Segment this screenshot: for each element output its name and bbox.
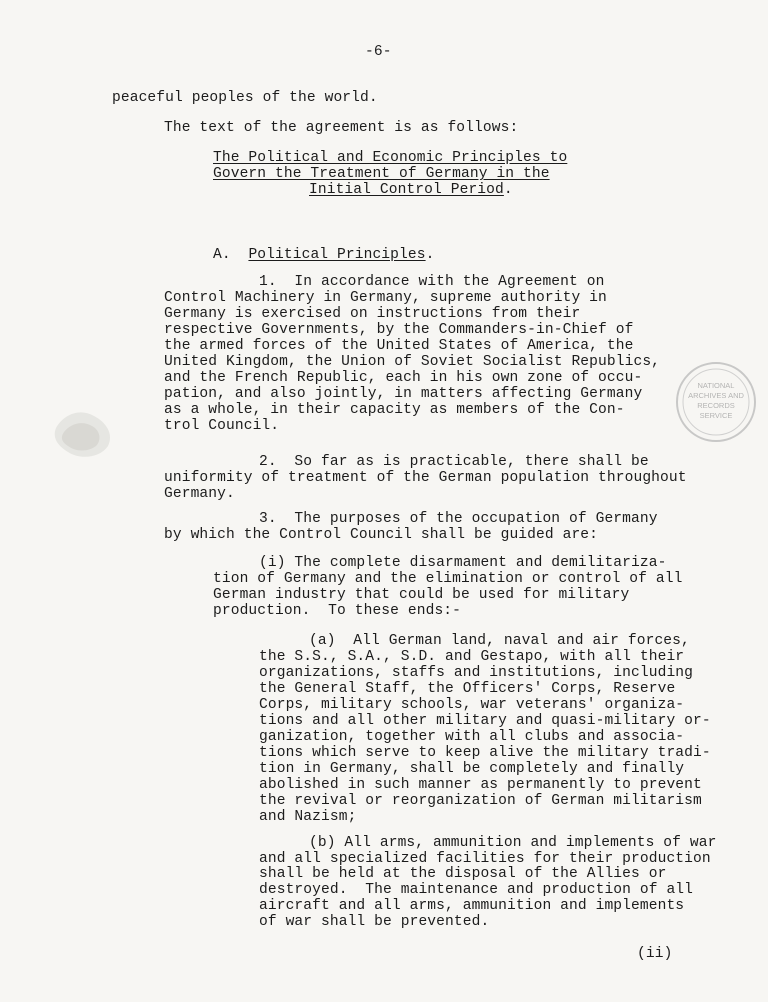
- text-line: tions which serve to keep alive the military tradi-: [259, 745, 711, 761]
- text-line: abolished in such manner as permanently to prevent: [259, 777, 702, 793]
- seal-line: SERVICE: [699, 411, 733, 420]
- text-line: (a) All German land, naval and air forces,: [309, 633, 690, 649]
- text-line: Germany.: [164, 486, 235, 502]
- text-line: as a whole, in their capacity as members of the Con-: [164, 402, 625, 418]
- page-marker: (ii): [637, 946, 673, 962]
- paper-smudge: [50, 398, 122, 464]
- text-line: Control Machinery in Germany, supreme authority in: [164, 290, 607, 306]
- section-heading: [213, 247, 434, 263]
- title-line: Govern the Treatment of Germany in the: [213, 166, 550, 182]
- agreement-intro: The text of the agreement is as follows:: [164, 120, 519, 136]
- title-line-last: [309, 182, 513, 198]
- text-line: ganization, together with all clubs and associa-: [259, 729, 685, 745]
- text-line: by which the Control Council shall be guided are:: [164, 527, 599, 543]
- title-period: .: [503, 182, 513, 198]
- section-title: Political Principles: [248, 247, 426, 263]
- text-line: United Kingdom, the Union of Soviet Socialist Republics,: [164, 354, 661, 370]
- section-period: .: [425, 247, 435, 263]
- text-line: (i) The complete disarmament and demilitariza-: [259, 555, 667, 571]
- text-line: and all specialized facilities for their production: [259, 851, 711, 867]
- text-line: German industry that could be used for military: [213, 587, 630, 603]
- paragraph-continuation: peaceful peoples of the world.: [112, 90, 378, 106]
- text-line: the armed forces of the United States of America, the: [164, 338, 634, 354]
- text-line: uniformity of treatment of the German population throughout: [164, 470, 687, 486]
- seal-icon: [678, 364, 754, 440]
- text-line: respective Governments, by the Commanders-in-Chief of: [164, 322, 634, 338]
- title-line: Initial Control Period: [309, 182, 504, 198]
- text-line: (b) All arms, ammunition and implements of war: [309, 835, 717, 851]
- text-line: 3. The purposes of the occupation of Germany: [259, 511, 658, 527]
- title-line: The Political and Economic Principles to: [213, 150, 568, 166]
- text-line: Germany is exercised on instructions from their: [164, 306, 581, 322]
- text-line: tion in Germany, shall be completely and finally: [259, 761, 685, 777]
- text-line: production. To these ends:-: [213, 603, 462, 619]
- archive-seal-stamp: [676, 362, 756, 442]
- text-line: shall be held at the disposal of the Allies or: [259, 866, 667, 882]
- seal-line: NATIONAL: [697, 381, 735, 390]
- page-number: -6-: [365, 44, 392, 60]
- text-line: tion of Germany and the elimination or control of all: [213, 571, 683, 587]
- text-line: trol Council.: [164, 418, 280, 434]
- text-line: organizations, staffs and institutions, including: [259, 665, 694, 681]
- text-line: 1. In accordance with the Agreement on: [259, 274, 605, 290]
- text-line: and Nazism;: [259, 809, 357, 825]
- text-line: of war shall be prevented.: [259, 914, 490, 930]
- seal-line: RECORDS: [697, 401, 735, 410]
- text-line: 2. So far as is practicable, there shall be: [259, 454, 649, 470]
- text-line: Corps, military schools, war veterans' organiza-: [259, 697, 685, 713]
- text-line: the revival or reorganization of German militarism: [259, 793, 702, 809]
- text-line: the S.S., S.A., S.D. and Gestapo, with all their: [259, 649, 685, 665]
- text-line: the General Staff, the Officers' Corps, Reserve: [259, 681, 676, 697]
- text-line: aircraft and all arms, ammunition and implements: [259, 898, 685, 914]
- text-line: destroyed. The maintenance and production of all: [259, 882, 694, 898]
- seal-line: ARCHIVES AND: [688, 391, 744, 400]
- text-line: pation, and also jointly, in matters affecting Germany: [164, 386, 643, 402]
- text-line: tions and all other military and quasi-military or-: [259, 713, 711, 729]
- text-line: and the French Republic, each in his own zone of occu-: [164, 370, 643, 386]
- section-label: A.: [213, 247, 231, 263]
